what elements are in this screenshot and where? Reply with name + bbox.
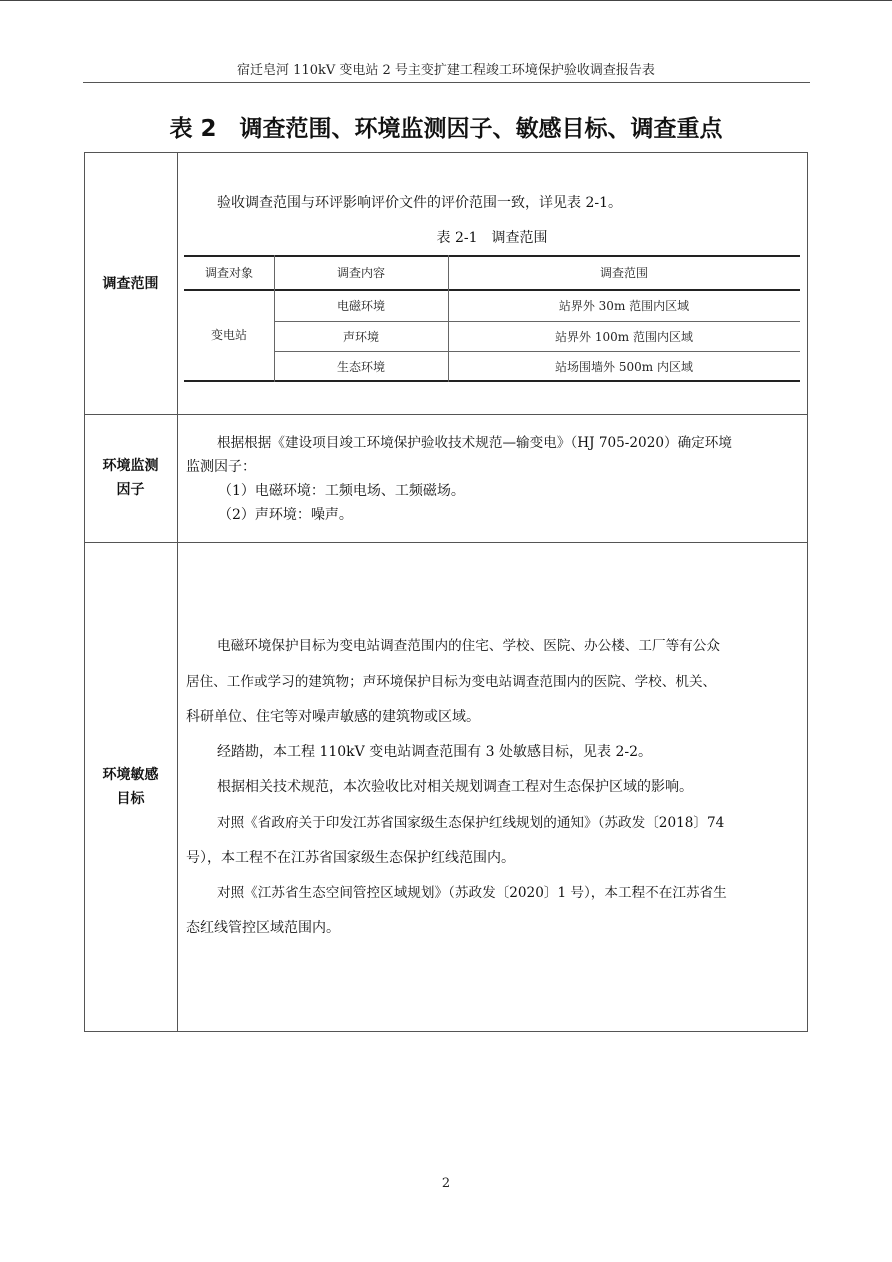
monitoring-factor-item-1: （1）电磁环境：工频电场、工频磁场。 [218,483,465,499]
monitoring-factors-label-line-2: 因子 [116,482,145,498]
cell-range-row-2: 站界外 100m 范围内区域 [555,330,693,344]
sensitive-para-line-9: 态红线管控区域范围内。 [186,920,340,936]
label-column-divider [177,152,178,1032]
cell-range-row-1: 站界外 30m 范围内区域 [558,299,690,313]
sensitive-para-line-5: 根据相关技术规范，本次验收比对相关规划调查工程对生态保护区域的影响。 [217,779,693,795]
table-border-top [84,152,808,153]
sensitive-para-line-4: 经踏勘，本工程 110kV 变电站调查范围有 3 处敏感目标，见表 2-2。 [217,744,653,760]
table-border-bottom [84,1031,808,1032]
sensitive-para-line-3: 科研单位、住宅等对噪声敏感的建筑物或区域。 [186,709,480,725]
col-header-object: 调查对象 [204,266,253,280]
monitoring-factors-para-line-1: 根据根据《建设项目竣工环境保护验收技术规范—输变电》（HJ 705-2020）确定环境 [217,435,732,451]
survey-scope-label: 调查范围 [102,276,159,292]
sensitive-para-line-7: 号），本工程不在江苏省国家级生态保护红线范围内。 [186,850,515,866]
inner-table-top-rule [184,255,800,257]
table-border-right [807,152,808,1032]
sensitive-targets-label-line-2: 目标 [116,791,145,807]
page-number: 2 [441,1176,451,1191]
cell-range-row-3: 站场围墙外 500m 内区域 [555,360,693,374]
col-header-content: 调查内容 [336,266,385,280]
sensitive-para-line-8: 对照《江苏省生态空间管控区域规划》（苏政发〔2020〕1 号），本工程不在江苏省生 [217,885,727,901]
monitoring-factors-label [84,454,177,502]
col-header-range: 调查范围 [599,266,648,280]
top-page-rule [0,0,892,1]
page-title: 表 2 调查范围、环境监测因子、敏感目标、调查重点 [169,116,723,142]
row-divider-2 [84,542,808,543]
running-header: 宿迁皂河 110kV 变电站 2 号主变扩建工程竣工环境保护验收调查报告表 [237,63,655,78]
inner-table-bottom-rule [184,380,800,382]
inner-table-row-rule-2 [274,351,800,352]
monitoring-factors-label-line-1: 环境监测 [102,458,159,474]
main-table [84,152,808,1032]
table-2-1-caption: 表 2-1 调查范围 [436,230,548,246]
inner-table-row-rule-1 [274,321,800,322]
inner-table-header-rule [184,289,800,291]
sensitive-para-line-2: 居住、工作或学习的建筑物；声环境保护目标为变电站调查范围内的医院、学校、机关、 [186,674,717,690]
row-divider-1 [84,414,808,415]
cell-content-row-2: 声环境 [342,330,379,344]
monitoring-factors-para-line-2: 监测因子： [186,459,256,475]
sensitive-targets-label-line-1: 环境敏感 [102,767,159,783]
sensitive-para-line-6: 对照《省政府关于印发江苏省国家级生态保护红线规划的通知》（苏政发〔2018〕74 [217,815,725,831]
cell-content-row-3: 生态环境 [336,360,385,374]
sensitive-para-line-1: 电磁环境保护目标为变电站调查范围内的住宅、学校、医院、办公楼、工厂等有公众 [217,638,720,654]
cell-content-row-1: 电磁环境 [336,299,385,313]
header-rule [83,82,810,83]
survey-scope-intro: 验收调查范围与环评影响评价文件的评价范围一致，详见表 2-1。 [217,195,622,211]
cell-object-substation: 变电站 [210,328,247,342]
monitoring-factor-item-2: （2）声环境：噪声。 [218,507,353,523]
survey-scope-table [184,255,800,382]
sensitive-targets-label [84,763,177,811]
